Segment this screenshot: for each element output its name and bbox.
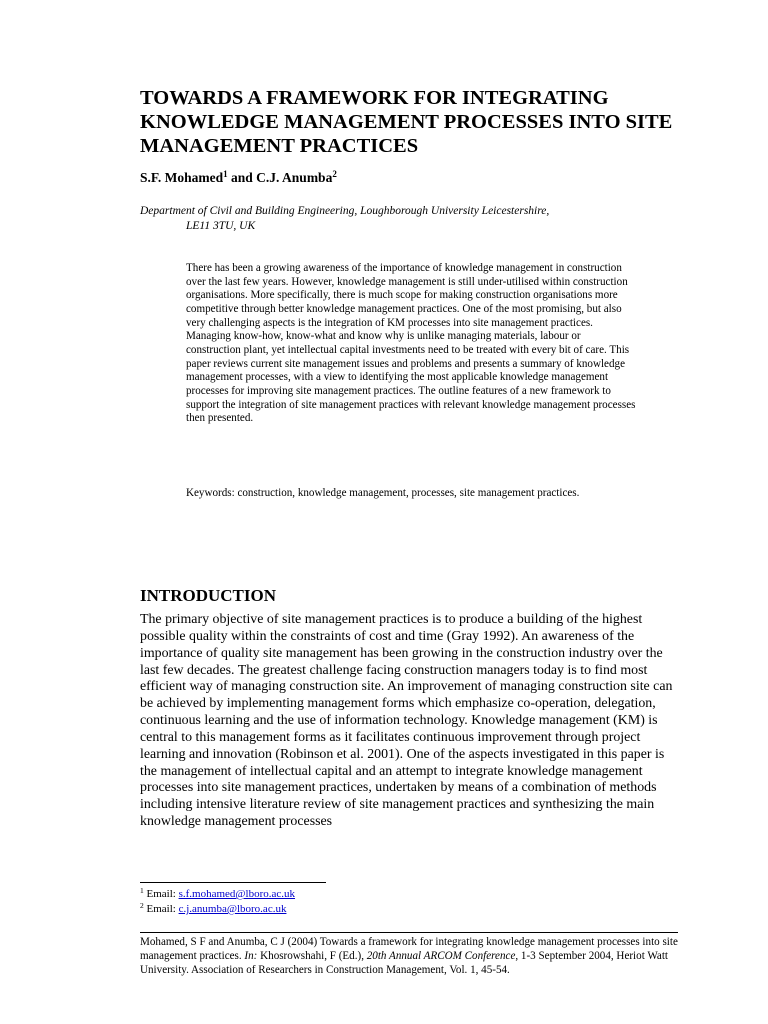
abstract: There has been a growing awareness of the importance of knowledge management in construction over the last few years. However, knowledge management is still under-utilised within construction organisations. More specifically, there is much scope for making construction organisations more competitive through better knowledge management practices. One of the most promising, but also very challenging aspects is the integration of KM processes into site management practices. Managing know-how, know-what and know why is unlike managing materials, labour or construction plant, yet intellectual capital investments need to be treated with every bit of care. This paper reviews current site management issues and problems and presents a summary of knowledge management processes, with a view to identifying the most applicable knowledge management processes for improving site management practices. The outline features of a new framework to support the integration of site management practices with relevant knowledge management processes then presented. [186, 262, 636, 425]
footnote-1-mark: 1 [140, 886, 144, 895]
citation-divider [140, 932, 678, 933]
citation-part-1: Mohamed, S F and Anumba, C J (2004) Towards a framework for integrating knowledge management processes into site management practices. [140, 936, 678, 963]
citation [140, 935, 678, 978]
footnote-2 [140, 902, 295, 917]
footnotes [140, 887, 295, 917]
citation-part-3: , 1-3 September 2004, Heriot Watt University. Association of Researchers in Construction Management, Vol. 1, 45-54. [140, 950, 669, 977]
author-2: C.J. Anumba [256, 170, 333, 185]
footnote-2-label: Email: [146, 903, 179, 915]
citation-in-label: In: [244, 950, 258, 963]
author-1-footnote-mark: 1 [223, 169, 228, 179]
affiliation [140, 204, 660, 234]
author-2-footnote-mark: 2 [332, 169, 337, 179]
footnote-2-mark: 2 [140, 901, 144, 910]
author-conjunction: and [227, 170, 257, 185]
footnote-1-label: Email: [146, 888, 179, 900]
footnote-divider [140, 882, 326, 883]
author-1: S.F. Mohamed [140, 170, 224, 185]
affiliation-line-2: LE11 3TU, UK [186, 220, 256, 232]
keywords: Keywords: construction, knowledge management, processes, site management practices. [186, 487, 580, 499]
affiliation-line-1: Department of Civil and Building Engineering, Loughborough University Leicestershire, [140, 205, 550, 217]
footnote-1 [140, 887, 295, 902]
footnote-1-email-link[interactable]: s.f.mohamed@lboro.ac.uk [178, 888, 296, 900]
introduction-paragraph: The primary objective of site management practices is to produce a building of the highest possible quality within the constraints of cost and time (Gray 1992). An awareness of the importance of quality site management has been growing in the construction industry over the last few decades. The greatest challenge facing construction managers today is to find most efficient way of managing construction site. An improvement of managing construction site can be achieved by implementing management forms which emphasize co-operation, delegation, continuous learning and the use of information technology. Knowledge management (KM) is central to this management forms as it facilitates continuous improvement through project learning and innovation (Robinson et al. 2001). One of the aspects investigated in this paper is the management of intellectual capital and an attempt to integrate knowledge management processes into site management practices, undertaken by means of a combination of methods including intensive literature review of site management practices and synthesizing the main knowledge management processes [140, 612, 673, 830]
author-line [140, 169, 337, 187]
footnote-2-email-link[interactable]: c.j.anumba@lboro.ac.uk [178, 903, 287, 915]
paper-title: TOWARDS A FRAMEWORK FOR INTEGRATING KNOWLEDGE MANAGEMENT PROCESSES INTO SITE MANAGEMENT PRACTICES [140, 87, 673, 157]
citation-part-2: Khosrowshahi, F (Ed.), [257, 950, 367, 963]
citation-conference: 20th Annual ARCOM Conference [366, 950, 516, 963]
section-heading-introduction: INTRODUCTION [140, 586, 277, 605]
